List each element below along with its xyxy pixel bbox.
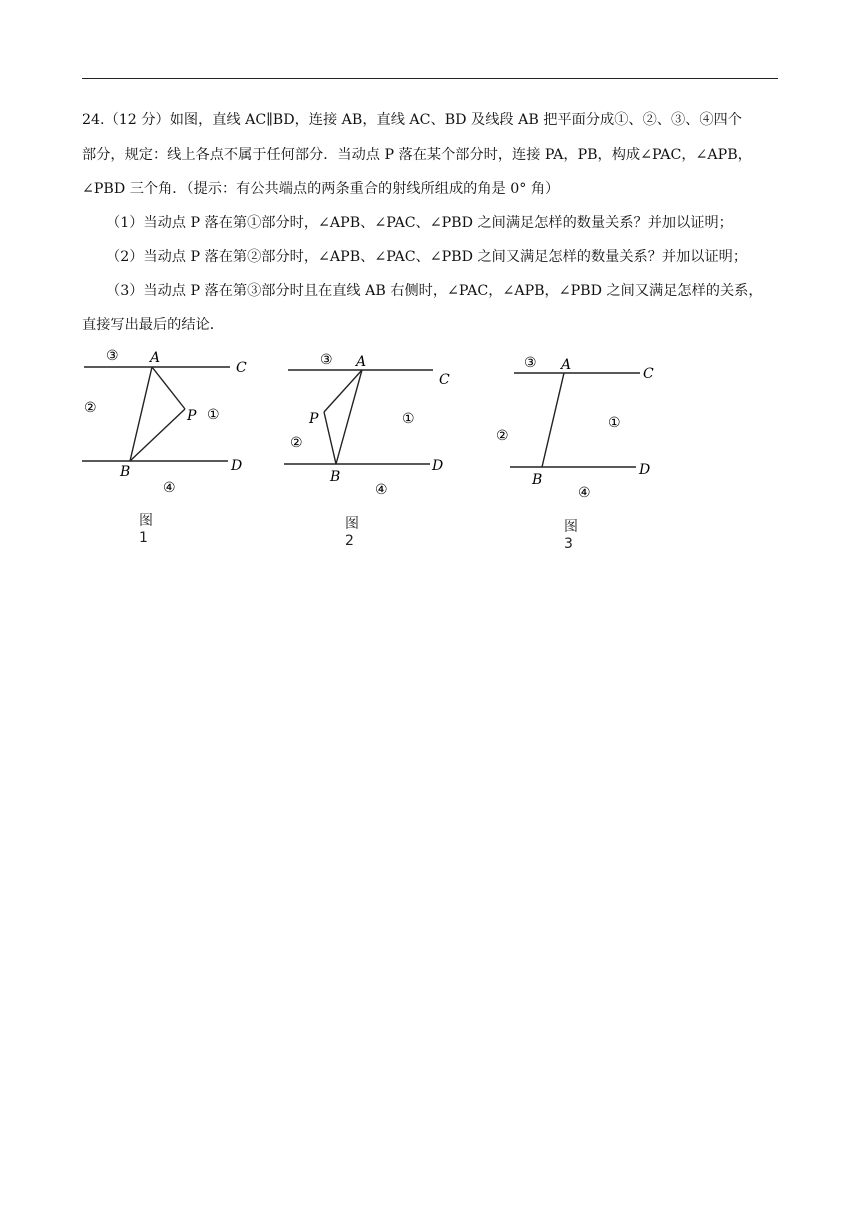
label-a: A (150, 350, 161, 366)
region-2: ② (84, 400, 97, 416)
region-3: ③ (524, 355, 537, 371)
figure-1-caption: 图1 (139, 513, 153, 546)
label-b: B (330, 469, 341, 485)
label-d: D (231, 458, 243, 474)
label-a: A (561, 357, 572, 373)
segment-ab (542, 373, 564, 467)
label-p: P (309, 411, 319, 427)
label-p: P (187, 408, 197, 424)
region-3: ③ (320, 352, 333, 368)
region-1: ① (608, 415, 621, 431)
label-b: B (532, 472, 543, 488)
region-4: ④ (163, 480, 176, 496)
label-b: B (120, 464, 131, 480)
question-3: （3）当动点 P 落在第③部分时且在直线 AB 右侧时，∠PAC，∠APB，∠PBD 之间又满足怎样的关系， (106, 283, 763, 299)
problem-line-2: 部分，规定：线上各点不属于任何部分．当动点 P 落在某个部分时，连接 PA，PB，构成∠PAC，∠APB， (82, 147, 752, 163)
question-3-continued: 直接写出最后的结论． (82, 317, 224, 333)
label-a: A (356, 354, 367, 370)
label-d: D (639, 462, 651, 478)
region-3: ③ (106, 348, 119, 364)
label-c: C (439, 372, 450, 388)
region-2: ② (496, 428, 509, 444)
region-1: ① (207, 407, 220, 423)
region-2: ② (290, 435, 303, 451)
figure-3-caption: 图3 (564, 519, 578, 552)
label-c: C (236, 360, 247, 376)
question-2: （2）当动点 P 落在第②部分时，∠APB、∠PAC、∠PBD 之间又满足怎样的数量关系？并加以证明； (106, 249, 748, 265)
label-c: C (643, 366, 654, 382)
region-1: ① (402, 411, 415, 427)
region-4: ④ (578, 485, 591, 501)
figure-2-caption: 图2 (345, 516, 359, 549)
problem-line-1: 24.（12 分）如图，直线 AC∥BD，连接 AB，直线 AC、BD 及线段 AB 把平面分成①、②、③、④四个 (82, 112, 742, 128)
question-1: （1）当动点 P 落在第①部分时，∠APB、∠PAC、∠PBD 之间满足怎样的数量关系？并加以证明； (106, 215, 733, 231)
region-4: ④ (375, 482, 388, 498)
problem-line-3: ∠PBD 三个角．（提示：有公共端点的两条重合的射线所组成的角是 0° 角） (82, 181, 560, 197)
label-d: D (432, 458, 444, 474)
